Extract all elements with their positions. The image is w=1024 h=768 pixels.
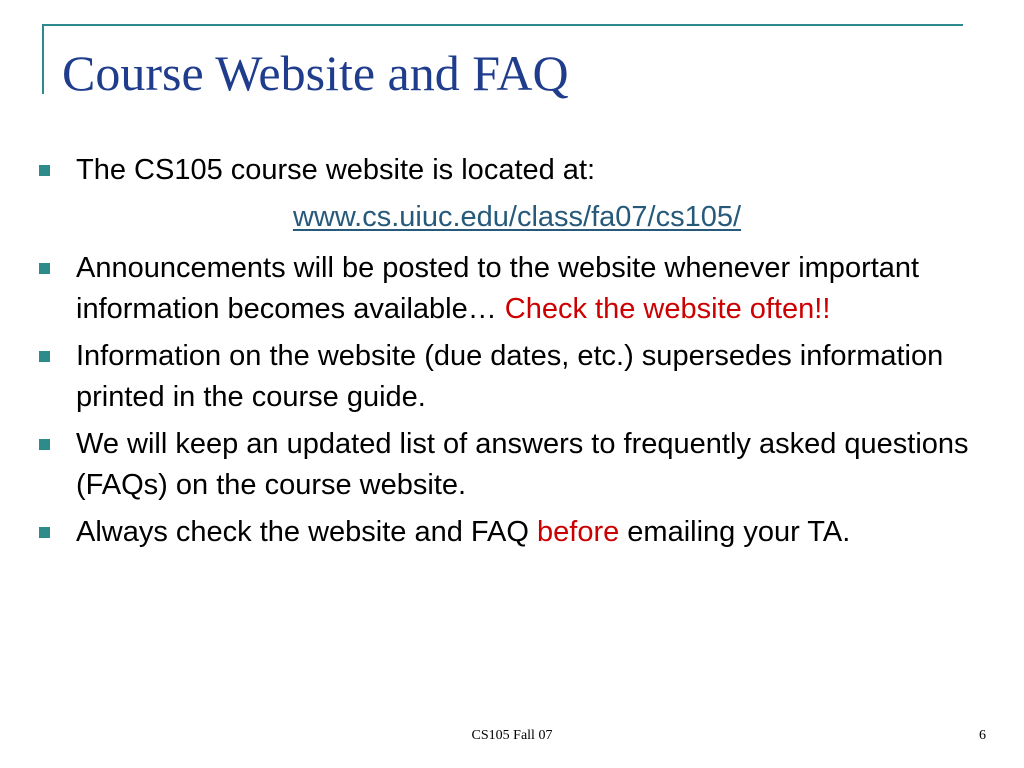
footer-course-label: CS105 Fall 07	[471, 728, 553, 743]
square-bullet-icon	[39, 263, 50, 274]
bullet-text: Information on the website (due dates, etc.) supersedes information printed in the course guide.	[76, 340, 944, 413]
slide-title: Course Website and FAQ	[62, 45, 569, 101]
bullet-item	[36, 512, 996, 553]
title-frame-left-line	[42, 24, 44, 94]
bullet-text: Always check the website and FAQ	[76, 516, 537, 548]
title-frame-top-line	[43, 24, 963, 26]
bullet-text: emailing your TA.	[619, 516, 851, 548]
website-url-line	[36, 197, 996, 238]
slide-body	[36, 150, 996, 559]
bullet-item	[36, 336, 996, 418]
bullet-text: Announcements will be posted to the website whenever important information becomes available…	[76, 252, 920, 325]
bullet-emphasis: Check the website often!!	[504, 293, 831, 325]
square-bullet-icon	[39, 527, 50, 538]
bullet-emphasis: before	[537, 516, 620, 548]
bullet-item	[36, 424, 996, 506]
square-bullet-icon	[39, 165, 50, 176]
square-bullet-icon	[39, 439, 50, 450]
footer-page-number: 6	[979, 728, 986, 743]
bullet-item	[36, 248, 996, 330]
bullet-text: We will keep an updated list of answers to frequently asked questions (FAQs) on the course website.	[76, 428, 969, 501]
square-bullet-icon	[39, 351, 50, 362]
bullet-item	[36, 150, 996, 191]
course-website-link[interactable]: www.cs.uiuc.edu/class/fa07/cs105/	[292, 201, 742, 233]
bullet-text: The CS105 course website is located at:	[76, 154, 596, 186]
